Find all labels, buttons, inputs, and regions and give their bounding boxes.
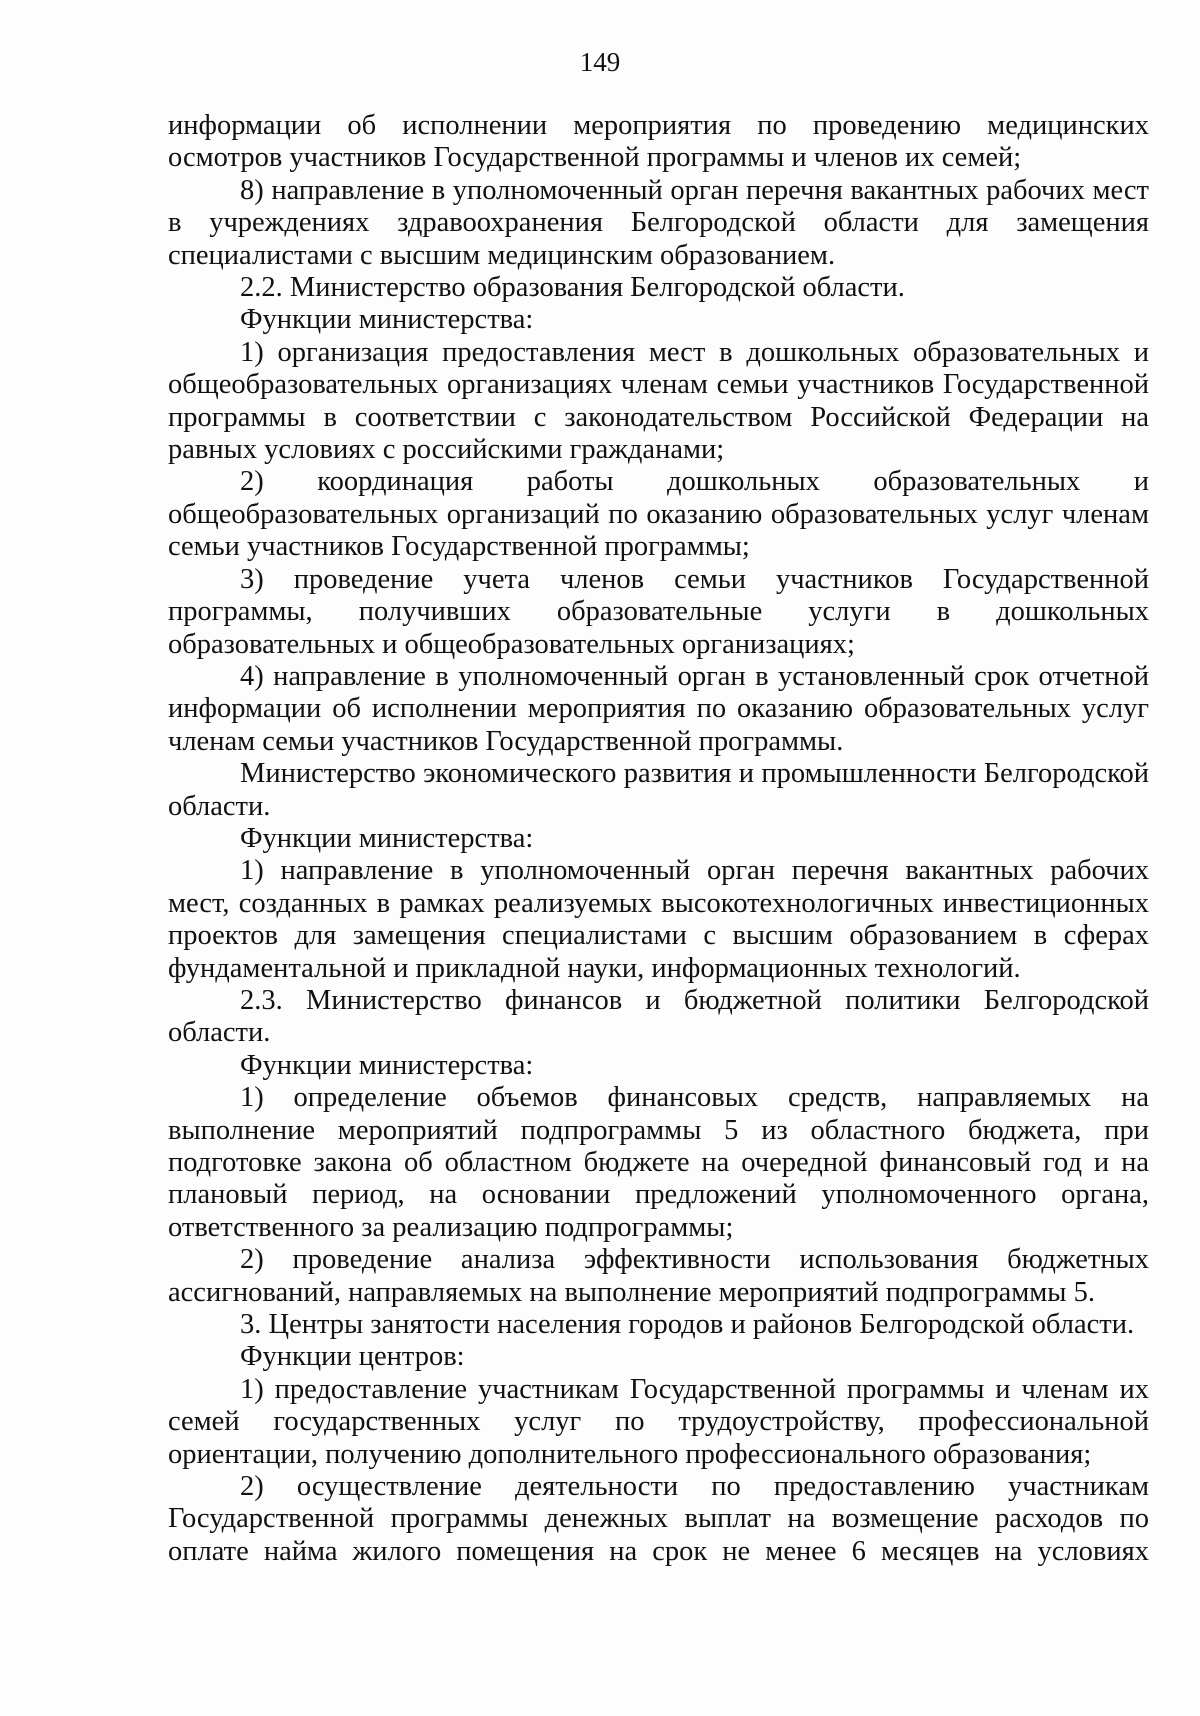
- paragraph-finance-1: 1) определение объемов финансовых средств, направляемых на выполнение мероприятий подпрограммы 5 из областного бюджета, при подготовке закона об областном бюджете на очередной финансовый год и на плановый период, на основании предложений уполномоченного органа, ответственного за реализацию подпрограммы;: [168, 1082, 1149, 1243]
- functions-heading: Функции министерства:: [240, 304, 534, 336]
- functions-heading: Функции министерства:: [240, 1049, 534, 1081]
- section-heading-3: 3. Центры занятости населения городов и районов Белгородской области.: [240, 1309, 1135, 1341]
- paragraph-education-3: 3) проведение учета членов семьи участников Государственной программы, получивших образовательные услуги в дошкольных образовательных и общеобразовательных организациях;: [168, 563, 1149, 660]
- section-heading-2-3: 2.3. Министерство финансов и бюджетной политики Белгородской области.: [168, 984, 1149, 1049]
- functions-heading: Функции министерства:: [240, 822, 534, 854]
- paragraph-finance-2: 2) проведение анализа эффективности использования бюджетных ассигнований, направляемых на выполнение мероприятий подпрограммы 5.: [168, 1244, 1149, 1308]
- document-body: [168, 110, 1149, 1568]
- paragraph-continuation: информации об исполнении мероприятия по проведению медицинских осмотров участников Государственной программы и членов их семей;: [168, 110, 1149, 174]
- paragraph-centers-1: 1) предоставление участникам Государственной программы и членам их семей государственных услуг по трудоустройству, профессиональной ориентации, получению дополнительного профессионального образования;: [168, 1373, 1149, 1470]
- functions-heading: Функции центров:: [240, 1341, 465, 1373]
- paragraph-education-4: 4) направление в уполномоченный орган в установленный срок отчетной информации об исполнении мероприятия по оказанию образовательных услуг членам семьи участников Государственной программы.: [168, 660, 1149, 757]
- paragraph-centers-2: 2) осуществление деятельности по предоставлению участникам Государственной программы денежных выплат на возмещение расходов по оплате найма жилого помещения на срок не менее 6 месяцев на условиях: [168, 1471, 1149, 1567]
- page-number: 149: [579, 47, 621, 77]
- section-heading-economy: Министерство экономического развития и промышленности Белгородской области.: [168, 758, 1149, 822]
- paragraph-economy-1: 1) направление в уполномоченный орган перечня вакантных рабочих мест, созданных в рамках реализуемых высокотехнологичных инвестиционных проектов для замещения специалистами с высшим образованием в сферах фундаментальной и прикладной науки, информационных технологий.: [168, 855, 1149, 984]
- section-heading-2-2: 2.2. Министерство образования Белгородской области.: [240, 272, 905, 304]
- paragraph-education-1: 1) организация предоставления мест в дошкольных образовательных и общеобразовательных организациях членам семьи участников Государственной программы в соответствии с законодательством Российской Федерации на равных условиях с российскими гражданами;: [168, 336, 1149, 466]
- paragraph-education-2: 2) координация работы дошкольных образовательных и общеобразовательных организаций по оказанию образовательных услуг членам семьи участников Государственной программы;: [168, 466, 1149, 563]
- paragraph-item-8: 8) направление в уполномоченный орган перечня вакантных рабочих мест в учреждениях здравоохранения Белгородской области для замещения специалистами с высшим медицинским образованием.: [168, 174, 1149, 271]
